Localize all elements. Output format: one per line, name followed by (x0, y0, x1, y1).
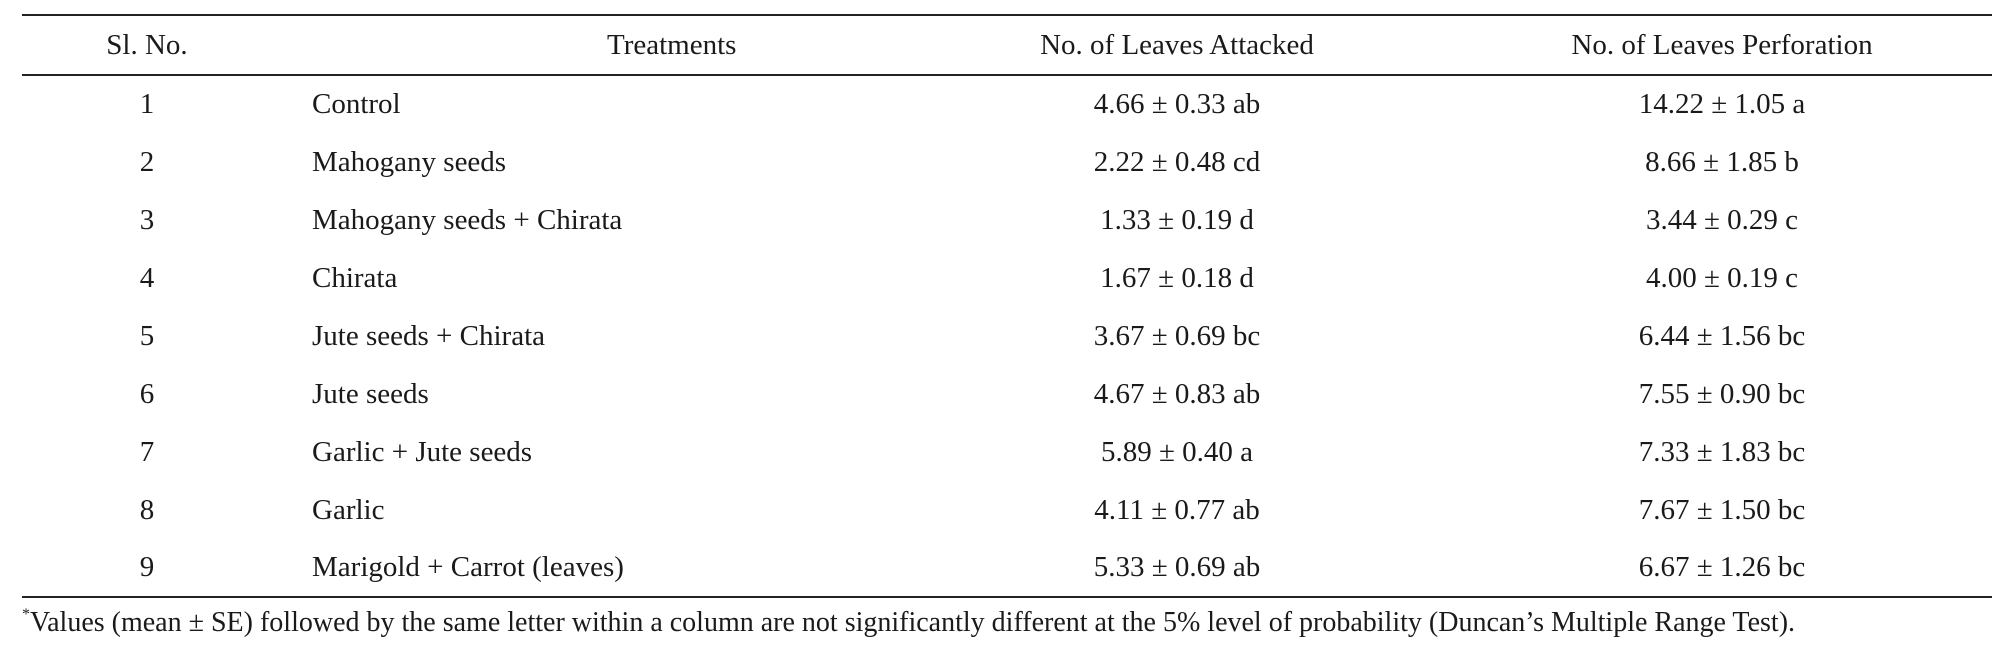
cell-leaves-attacked: 4.11 ± 0.77 ab (1094, 493, 1260, 526)
table-row (22, 191, 1992, 249)
cell-treatment: Jute seeds (312, 377, 429, 410)
cell-sl-no: 9 (22, 539, 272, 597)
cell-treatment: Jute seeds + Chirata (312, 319, 545, 352)
cell-treatment: Chirata (312, 261, 398, 294)
cell-leaves-perforation: 6.67 ± 1.26 bc (1452, 539, 1992, 597)
table-row (22, 75, 1992, 133)
cell-leaves-perforation: 4.00 ± 0.19 c (1645, 261, 1799, 294)
header-sl-no: Sl. No. (22, 15, 272, 75)
cell-leaves-attacked: 1.67 ± 0.18 d (1100, 261, 1254, 294)
cell-leaves-perforation: 7.55 ± 0.90 bc (1638, 377, 1806, 410)
header-treatments: Treatments (272, 15, 902, 75)
cell-leaves-perforation: 14.22 ± 1.05 a (1638, 88, 1806, 120)
cell-leaves-attacked: 2.22 ± 0.48 cd (1093, 145, 1261, 178)
cell-leaves-attacked: 4.66 ± 0.33 ab (1093, 88, 1261, 120)
table-row (22, 307, 1992, 365)
cell-sl-no: 3 (139, 203, 155, 236)
treatment-results-table (22, 14, 1992, 598)
table-row (22, 423, 1992, 481)
header-row (22, 15, 1992, 75)
cell-treatment: Garlic + Jute seeds (312, 435, 533, 468)
cell-sl-no: 1 (139, 88, 155, 120)
table-row (22, 133, 1992, 191)
header-leaves-perforation: No. of Leaves Perforation (1452, 15, 1992, 75)
cell-treatment: Mahogany seeds + Chirata (312, 203, 623, 236)
cell-treatment: Marigold + Carrot (leaves) (272, 539, 902, 597)
table-row (22, 481, 1992, 539)
cell-leaves-attacked: 5.89 ± 0.40 a (1100, 435, 1254, 468)
cell-sl-no: 7 (139, 435, 155, 468)
header-leaves-attacked: No. of Leaves Attacked (902, 15, 1452, 75)
cell-leaves-attacked: 4.67 ± 0.83 ab (1093, 377, 1261, 410)
cell-leaves-perforation: 6.44 ± 1.56 bc (1638, 319, 1806, 352)
table-row (22, 539, 1992, 597)
cell-leaves-perforation: 7.67 ± 1.50 bc (1638, 493, 1806, 526)
cell-leaves-attacked: 1.33 ± 0.19 d (1100, 203, 1254, 236)
cell-leaves-perforation: 8.66 ± 1.85 b (1645, 145, 1799, 178)
cell-sl-no: 2 (139, 145, 155, 178)
footnote-text: Values (mean ± SE) followed by the same letter within a column are not significantly different at the 5% level of probability (Duncan’s Multiple Range Test). (30, 607, 1796, 638)
cell-treatment: Control (312, 88, 401, 120)
cell-leaves-attacked: 5.33 ± 0.69 ab (902, 539, 1452, 597)
table-row (22, 365, 1992, 423)
cell-leaves-perforation: 7.33 ± 1.83 bc (1638, 435, 1806, 468)
cell-sl-no: 6 (139, 377, 155, 410)
table-footnote (22, 606, 1795, 639)
table-row (22, 249, 1992, 307)
table-header (22, 15, 1992, 75)
data-table-container (22, 14, 1992, 598)
footnote-marker: * (22, 606, 30, 623)
cell-leaves-attacked: 3.67 ± 0.69 bc (1093, 319, 1261, 352)
cell-leaves-perforation: 3.44 ± 0.29 c (1645, 203, 1799, 236)
cell-sl-no: 8 (139, 493, 155, 526)
cell-treatment: Garlic (312, 493, 385, 526)
cell-treatment: Mahogany seeds (312, 145, 507, 178)
table-body (22, 75, 1992, 597)
cell-sl-no: 5 (139, 319, 155, 352)
cell-sl-no: 4 (139, 261, 155, 294)
